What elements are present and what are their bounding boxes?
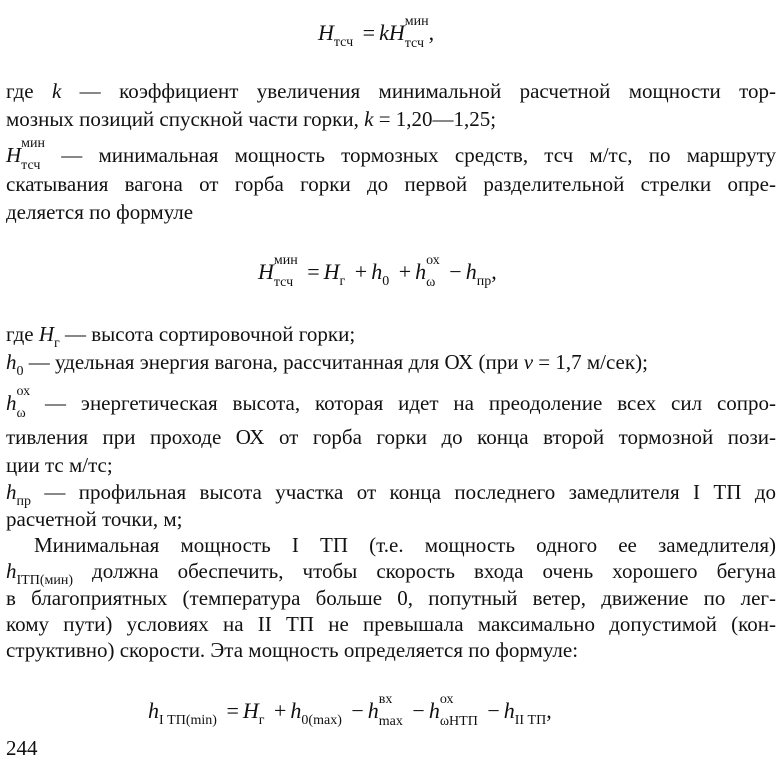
para-3-line-2	[6, 558, 776, 588]
page-number: 244	[6, 736, 38, 760]
para-3-line-3: в благоприятных (температура больше 0, попутный ветер, движение по лег-	[6, 586, 776, 610]
def-3-line-2: тивления при проходе ОХ от горба горки до конца второй тормозной пози-	[6, 425, 776, 449]
formula-3-t5-sub: II ТП	[514, 713, 547, 728]
formula-2-lhs-sub: тсч	[273, 275, 294, 290]
def-3-text: — энергетическая высота, которая идет на преодоление всех сил сопро-	[30, 391, 776, 415]
para-3-line-4: кому пути) условиях на II ТП не превышала максимально допустимой (кон-	[6, 612, 776, 636]
def-3-line-3: ции тс м/тс;	[6, 453, 113, 477]
formula-2-lhs-var: H	[258, 259, 274, 284]
formula-3-t1-sub: г	[258, 713, 265, 728]
para-1-l2-var: k	[364, 107, 374, 131]
formula-3-t4-sup: ох	[439, 692, 454, 707]
formula-2-t1-var: H	[323, 259, 340, 284]
formula-1-eq: =	[362, 20, 376, 45]
def-4-text: — профильная высота участка от конца последнего замедлителя I ТП до	[31, 480, 776, 504]
formula-2-eq: =	[307, 259, 320, 284]
def-3-line-1	[6, 384, 776, 423]
formula-3-t2-sub: 0(max)	[301, 713, 342, 728]
def-1-pre: где	[6, 322, 39, 346]
para-2-line-3: деляется по формуле	[6, 200, 194, 224]
formula-3-tail: ,	[546, 698, 552, 723]
formula-2-minus-1: −	[449, 259, 462, 284]
para-1-text: — коэффициент увеличения минимальной расчетной мощности тор-	[61, 79, 776, 103]
def-1-text: — высота сортировочной горки;	[59, 322, 356, 346]
para-3-sub: IТП(мин)	[16, 573, 73, 588]
para-1-pre: где	[6, 79, 52, 103]
formula-3-t3-sup: вх	[378, 692, 393, 707]
def-4-line-1	[6, 479, 776, 509]
formula-3-t4-sub: ωНТП	[439, 714, 478, 729]
para-2-line-2: скатывания вагона от горба горки до первой разделительной стрелки опре-	[6, 172, 776, 196]
para-2-sup: мин	[21, 136, 46, 151]
formula-2-t4-var: h	[465, 259, 477, 284]
formula-2-t2-var: h	[371, 259, 383, 284]
def-2-var: h	[6, 350, 17, 374]
para-2-var: H	[6, 143, 22, 167]
formula-1	[318, 14, 435, 54]
para-3-line-5: структивно) скорости. Эта мощность определяется по формуле:	[6, 638, 579, 662]
formula-2-t4-sub: пр	[476, 274, 492, 289]
formula-3-minus-1: −	[351, 698, 364, 723]
def-1	[6, 321, 776, 351]
para-1-line-2	[6, 106, 776, 133]
formula-3-t2-var: h	[290, 698, 302, 723]
formula-2-t3-sup: ох	[426, 253, 440, 268]
def-4-line-2: расчетной точки, м;	[6, 507, 183, 531]
para-1-l2-text: мозных позиций спускной части горки,	[6, 107, 365, 131]
formula-3-lhs-var: h	[148, 698, 159, 723]
formula-3-t1-var: H	[242, 698, 259, 723]
formula-3-eq: =	[226, 698, 239, 723]
def-2-text: — удельная энергия вагона, рассчитанная для ОХ (при	[23, 350, 524, 374]
def-4-var: h	[6, 480, 17, 504]
def-2-tail: = 1,7 м/сек);	[533, 350, 648, 374]
formula-1-lhs-var: H	[318, 20, 334, 45]
para-2-sub: тсч	[21, 158, 41, 173]
para-2-text: — минимальная мощность тормозных средств, тсч м/тс, по маршруту	[45, 143, 776, 167]
formula-2-tail: ,	[491, 259, 497, 284]
def-2-v: v	[523, 350, 534, 374]
def-3-sup: ох	[16, 384, 31, 399]
def-3-sub: ω	[16, 406, 26, 421]
def-2-sub: 0	[16, 364, 24, 379]
def-1-var: H	[38, 322, 54, 346]
formula-2-t1-sub: г	[339, 274, 346, 289]
formula-3-lhs-sub: I ТП(min)	[159, 713, 217, 728]
formula-3-t3-var: h	[367, 698, 379, 723]
formula-1-lhs-sub: тсч	[333, 35, 354, 50]
def-1-sub: г	[54, 336, 60, 351]
para-1-var: k	[51, 79, 62, 103]
formula-1-rhs-sup: мин	[404, 14, 429, 29]
para-3-line-1: Минимальная мощность I ТП (т.е. мощность одного ее замедлителя)	[34, 533, 776, 557]
formula-2-t2-sub: 0	[382, 274, 390, 289]
formula-2-t3-sub: ω	[426, 275, 436, 290]
formula-3-plus-1: +	[274, 698, 287, 723]
def-4-sub: пр	[16, 494, 31, 509]
formula-2-t3-var: h	[415, 259, 427, 284]
formula-2-plus-2: +	[398, 259, 412, 284]
formula-3-t5-var: h	[503, 698, 515, 723]
formula-3-t4-var: h	[428, 698, 440, 723]
formula-3-minus-3: −	[487, 698, 500, 723]
formula-3-minus-2: −	[412, 698, 425, 723]
para-3-var: h	[6, 559, 17, 583]
formula-1-tail: ,	[428, 20, 435, 45]
def-3-var: h	[6, 391, 17, 415]
formula-1-rhs-sub: тсч	[404, 36, 424, 51]
formula-3-t3-sub: max	[378, 714, 403, 729]
formula-1-coef: k	[379, 20, 389, 45]
formula-3	[148, 692, 552, 732]
para-3-text: должна обеспечить, чтобы скорость входа очень хорошего бегуна	[73, 559, 776, 583]
formula-2-plus-1: +	[354, 259, 368, 284]
formula-1-rhs-var: H	[388, 20, 405, 45]
para-1-l2-tail: = 1,20—1,25;	[373, 107, 497, 131]
formula-2	[258, 253, 497, 293]
formula-2-lhs-sup: мин	[273, 253, 298, 268]
para-1-line-1	[6, 78, 776, 105]
def-2	[6, 349, 776, 379]
